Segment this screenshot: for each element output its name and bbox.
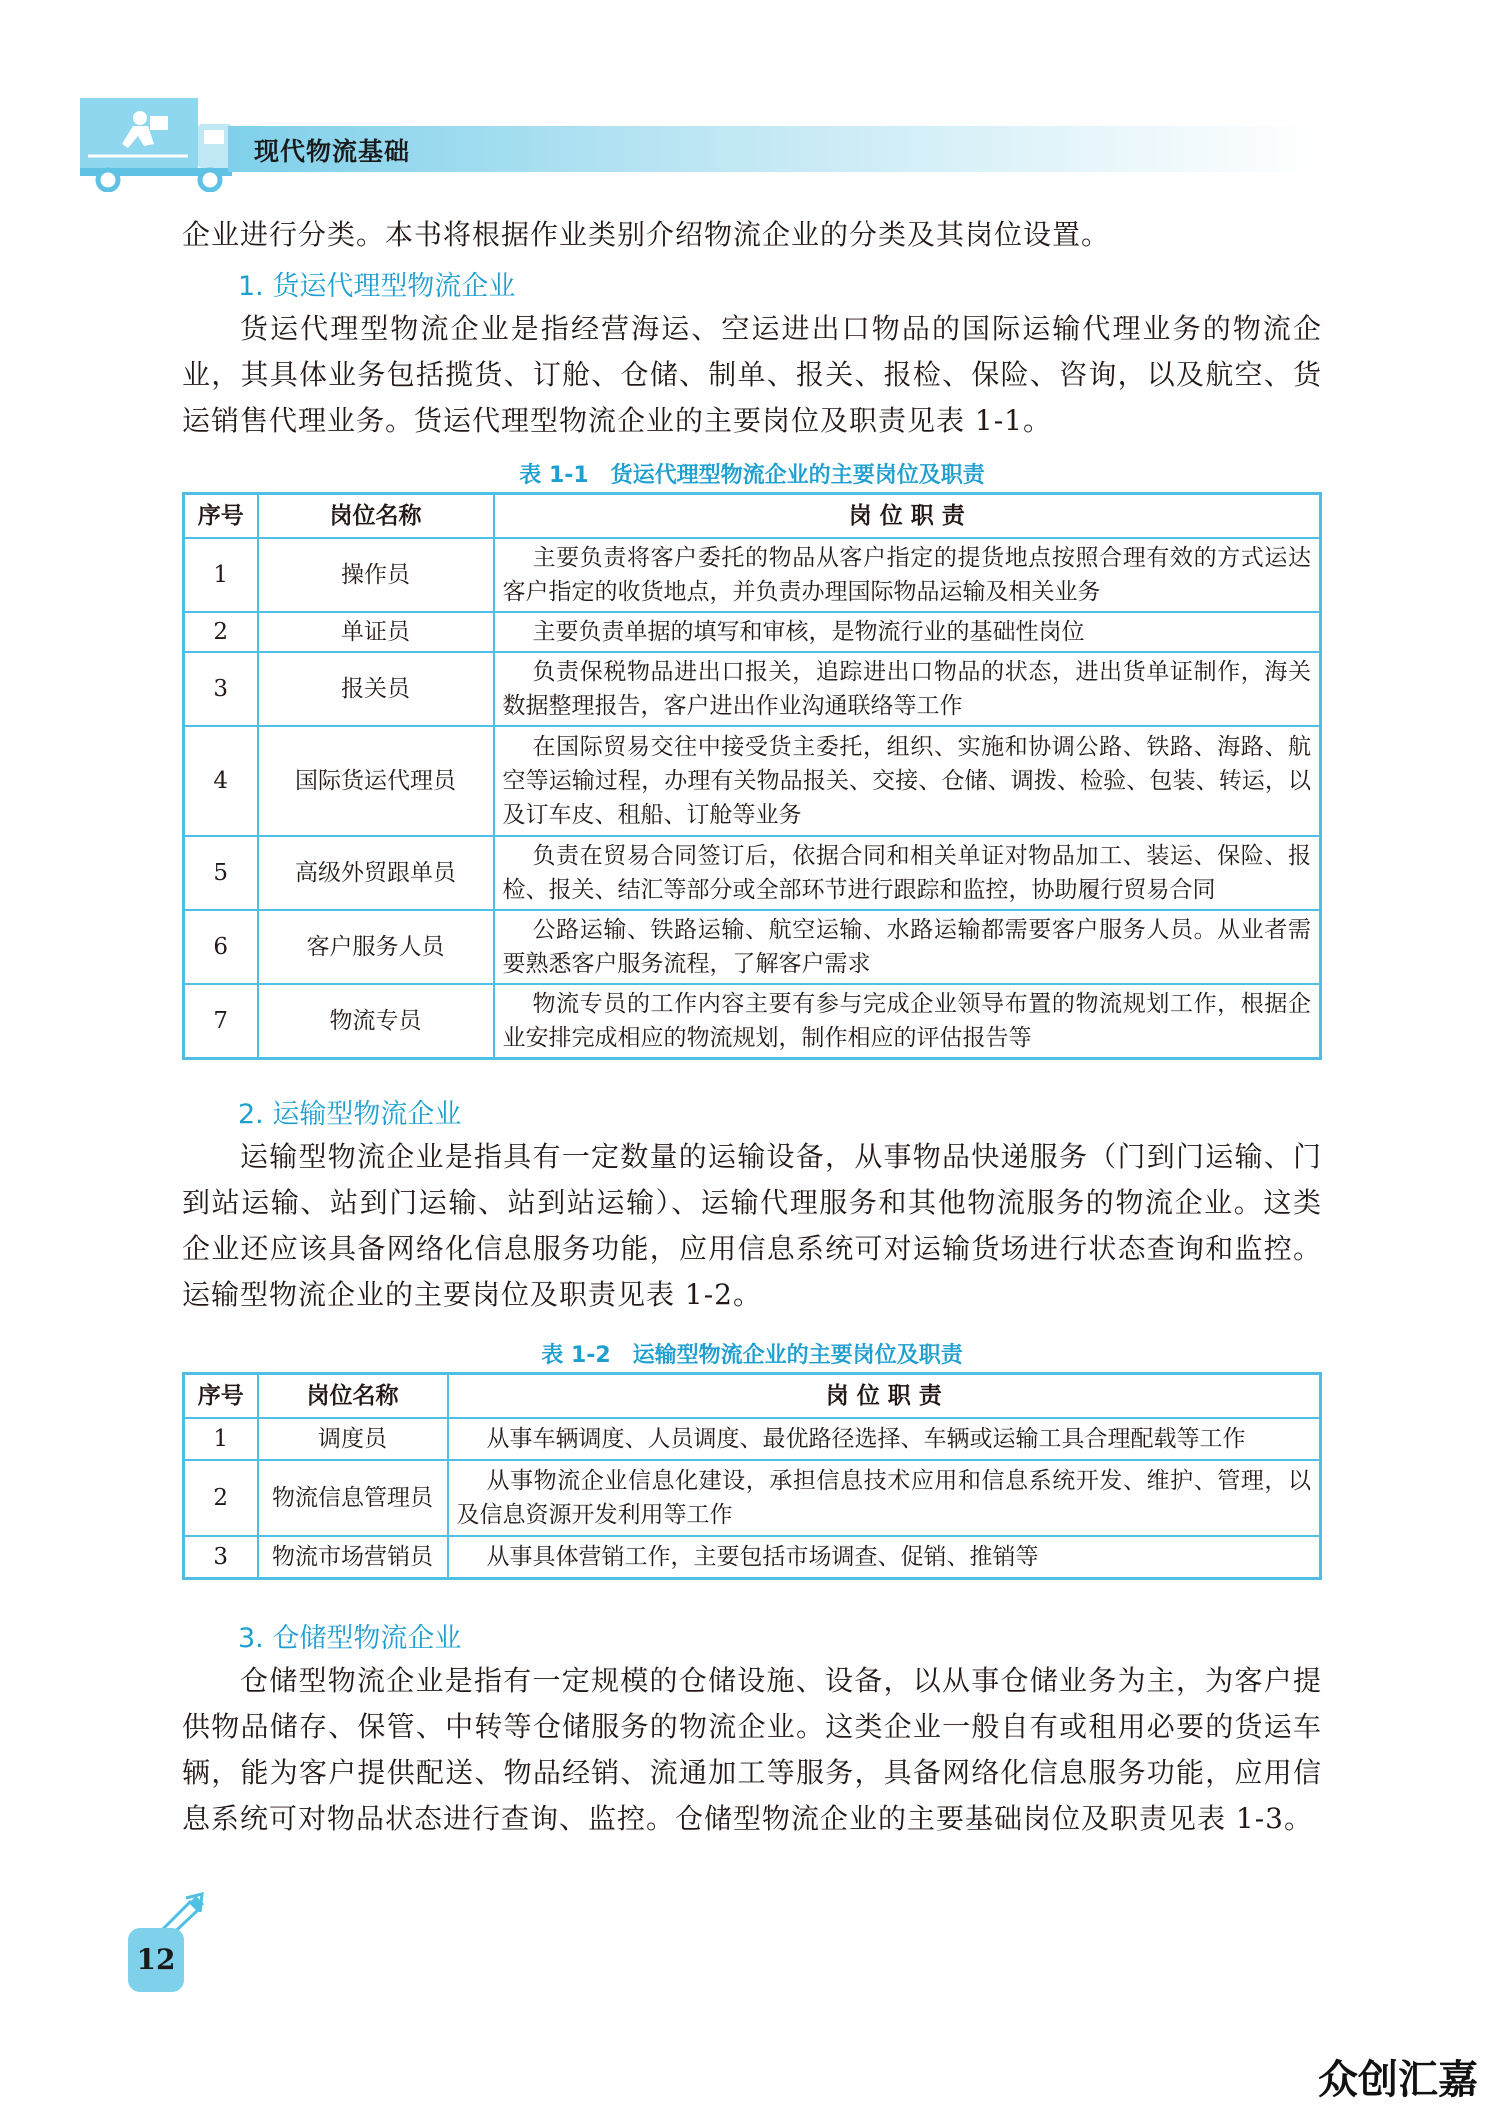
row-index: 1	[184, 1418, 258, 1460]
row-duties: 公路运输、铁路运输、航空运输、水路运输都需要客户服务人员。从业者需要熟悉客户服务流程，了解客户需求	[494, 910, 1321, 984]
table-row	[184, 984, 1321, 1058]
row-index: 3	[184, 652, 258, 726]
row-index: 2	[184, 1460, 258, 1536]
row-position: 单证员	[258, 612, 494, 652]
section-1-heading: 1. 货运代理型物流企业	[238, 271, 516, 302]
row-index: 6	[184, 910, 258, 984]
section-3-body: 仓储型物流企业是指有一定规模的仓储设施、设备，以从事仓储业务为主，为客户提供物品储存、保管、中转等仓储服务的物流企业。这类企业一般自有或租用必要的货运车辆，能为客户提供配送、物品经销、流通加工等服务，具备网络化信息服务功能，应用信息系统可对物品状态进行查询、监控。仓储型物流企业的主要基础岗位及职责见表 1-3。	[182, 1664, 1322, 1835]
table-row	[184, 652, 1321, 726]
table-row	[184, 836, 1321, 910]
row-duties: 主要负责单据的填写和审核，是物流行业的基础性岗位	[494, 612, 1321, 652]
section-2-body: 运输型物流企业是指具有一定数量的运输设备，从事物品快递服务（门到门运输、门到站运输、站到门运输、站到站运输）、运输代理服务和其他物流服务的物流企业。这类企业还应该具备网络化信息服务功能，应用信息系统可对运输货场进行状态查询和监控。运输型物流企业的主要岗位及职责见表 1-2。	[182, 1140, 1322, 1311]
table-row	[184, 910, 1321, 984]
table-1-caption: 表 1-1 货运代理型物流企业的主要岗位及职责	[519, 463, 985, 488]
row-index: 3	[184, 1536, 258, 1578]
col-header-position: 岗位名称	[258, 1374, 448, 1419]
table-row	[184, 1536, 1321, 1578]
row-duties: 负责在贸易合同签订后，依据合同和相关单证对物品加工、装运、保险、报检、报关、结汇等部分或全部环节进行跟踪和监控，协助履行贸易合同	[494, 836, 1321, 910]
row-position: 报关员	[258, 652, 494, 726]
table-1	[182, 492, 1322, 1060]
table-row	[184, 538, 1321, 612]
row-index: 7	[184, 984, 258, 1058]
page-header	[78, 96, 1318, 186]
table-row	[184, 612, 1321, 652]
row-duties: 物流专员的工作内容主要有参与完成企业领导布置的物流规划工作，根据企业安排完成相应的物流规划，制作相应的评估报告等	[494, 984, 1321, 1058]
section-3-heading: 3. 仓储型物流企业	[238, 1623, 462, 1654]
section-2-heading: 2. 运输型物流企业	[238, 1099, 462, 1130]
row-duties: 从事物流企业信息化建设，承担信息技术应用和信息系统开发、维护、管理，以及信息资源开发利用等工作	[448, 1460, 1321, 1536]
book-title: 现代物流基础	[254, 137, 411, 166]
intro-paragraph: 企业进行分类。本书将根据作业类别介绍物流企业的分类及其岗位设置。	[182, 218, 1111, 251]
row-position: 客户服务人员	[258, 910, 494, 984]
col-header-index: 序号	[184, 1374, 258, 1419]
row-duties: 负责保税物品进出口报关，追踪进出口物品的状态，进出货单证制作，海关数据整理报告，客户进出作业沟通联络等工作	[494, 652, 1321, 726]
table-header-row	[184, 494, 1321, 539]
row-duties: 主要负责将客户委托的物品从客户指定的提货地点按照合理有效的方式运达客户指定的收货地点，并负责办理国际物品运输及相关业务	[494, 538, 1321, 612]
table-2	[182, 1372, 1322, 1580]
page-number: 12	[128, 1928, 184, 1992]
row-position: 高级外贸跟单员	[258, 836, 494, 910]
row-position: 调度员	[258, 1418, 448, 1460]
row-index: 5	[184, 836, 258, 910]
row-position: 操作员	[258, 538, 494, 612]
col-header-duties: 岗 位 职 责	[448, 1374, 1321, 1419]
row-duties: 在国际贸易交往中接受货主委托，组织、实施和协调公路、铁路、海路、航空等运输过程，办理有关物品报关、交接、仓储、调拨、检验、包装、转运，以及订车皮、租船、订舱等业务	[494, 726, 1321, 836]
row-index: 4	[184, 726, 258, 836]
publisher-watermark: 众创汇嘉	[1318, 2057, 1478, 2103]
table-2-caption: 表 1-2 运输型物流企业的主要岗位及职责	[541, 1343, 963, 1368]
row-index: 1	[184, 538, 258, 612]
col-header-index: 序号	[184, 494, 258, 539]
section-1-body: 货运代理型物流企业是指经营海运、空运进出口物品的国际运输代理业务的物流企业，其具体业务包括揽货、订舱、仓储、制单、报关、报检、保险、咨询，以及航空、货运销售代理业务。货运代理型物流企业的主要岗位及职责见表 1-1。	[182, 312, 1322, 437]
table-header-row	[184, 1374, 1321, 1419]
table-row	[184, 1418, 1321, 1460]
row-position: 国际货运代理员	[258, 726, 494, 836]
row-duties: 从事车辆调度、人员调度、最优路径选择、车辆或运输工具合理配载等工作	[448, 1418, 1321, 1460]
row-position: 物流专员	[258, 984, 494, 1058]
row-index: 2	[184, 612, 258, 652]
table-row	[184, 1460, 1321, 1536]
delivery-truck-icon	[78, 96, 238, 192]
row-position: 物流信息管理员	[258, 1460, 448, 1536]
col-header-position: 岗位名称	[258, 494, 494, 539]
table-row	[184, 726, 1321, 836]
row-duties: 从事具体营销工作，主要包括市场调查、促销、推销等	[448, 1536, 1321, 1578]
col-header-duties: 岗 位 职 责	[494, 494, 1321, 539]
row-position: 物流市场营销员	[258, 1536, 448, 1578]
